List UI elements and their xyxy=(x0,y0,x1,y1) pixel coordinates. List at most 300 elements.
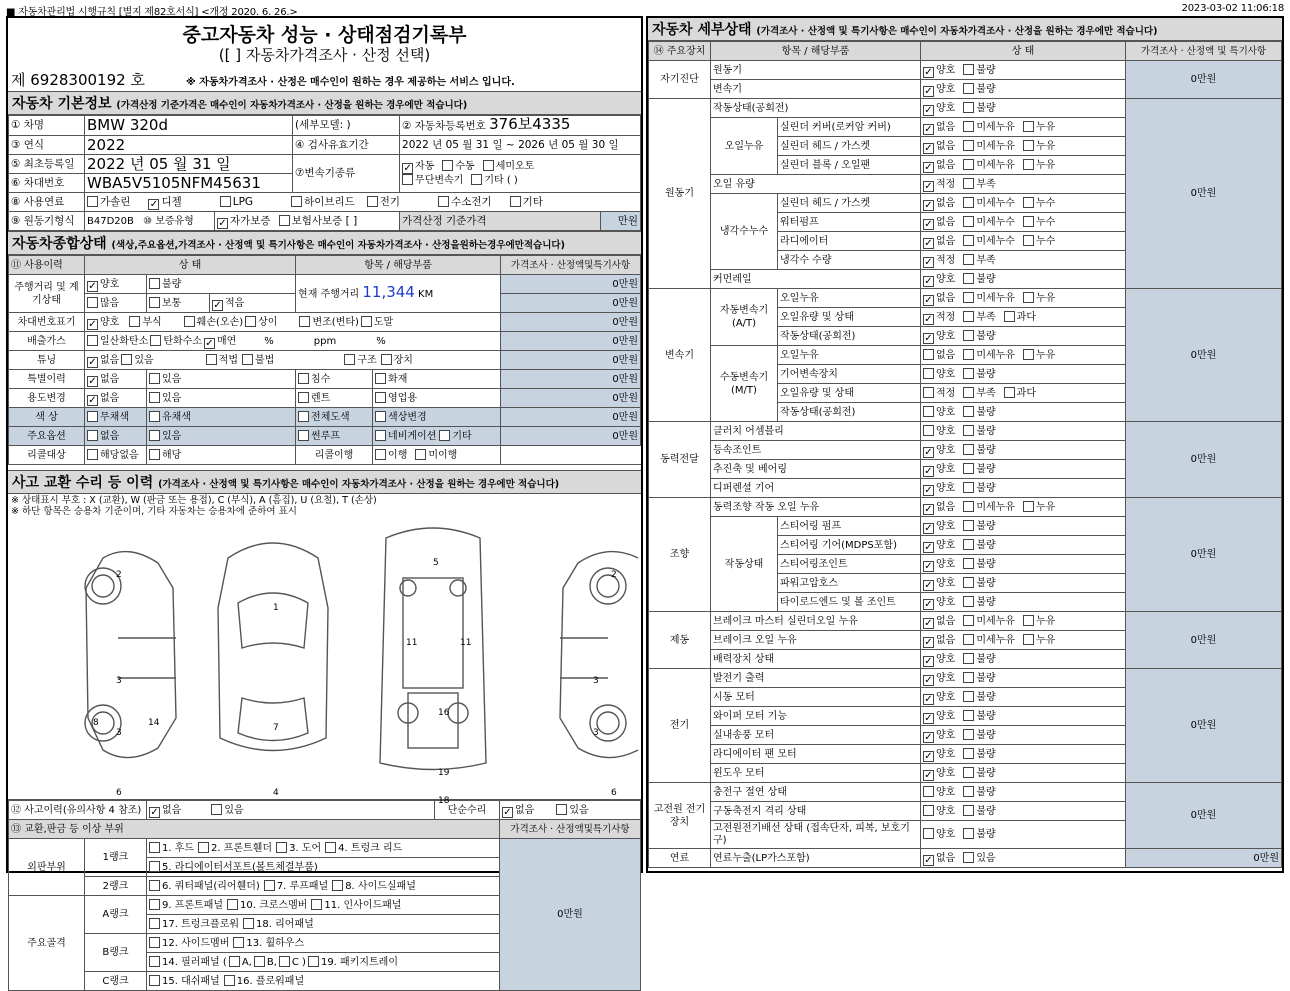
item-label: 오일누유 xyxy=(778,289,921,308)
checkbox[interactable] xyxy=(963,615,974,626)
option-label: 2. 프론트휀더 xyxy=(211,842,273,854)
checkbox[interactable] xyxy=(471,174,482,185)
checkbox[interactable] xyxy=(963,254,974,265)
checkbox[interactable] xyxy=(963,501,974,512)
checkbox[interactable] xyxy=(1023,197,1034,208)
device-label: 조향 xyxy=(649,498,711,612)
checkbox[interactable] xyxy=(963,178,974,189)
checkbox[interactable] xyxy=(204,338,215,349)
checkbox[interactable] xyxy=(923,295,934,306)
col-price: 가격조사 · 산정액및특기사항 xyxy=(501,256,641,275)
checkbox[interactable] xyxy=(149,411,160,422)
checkbox[interactable] xyxy=(1023,216,1034,227)
checkbox[interactable] xyxy=(963,748,974,759)
mileage-value: 11,344 xyxy=(362,283,415,301)
option-label: 12. 사이드멤버 xyxy=(162,937,230,949)
col-status: 상 태 xyxy=(85,256,296,275)
label-year: ③ 연식 xyxy=(9,136,85,155)
option-label: 17. 트렁크플로워 xyxy=(162,918,240,930)
checkbox[interactable] xyxy=(150,335,161,346)
item-label: 스티어링조인트 xyxy=(778,555,921,574)
checkbox[interactable] xyxy=(279,956,290,967)
option-label: 없음 xyxy=(936,349,956,361)
option-label: 해당 xyxy=(162,449,182,461)
checkbox[interactable] xyxy=(344,354,355,365)
checkbox[interactable] xyxy=(923,124,934,135)
checkbox[interactable] xyxy=(149,449,160,460)
checkbox[interactable] xyxy=(923,143,934,154)
checkbox[interactable] xyxy=(87,335,98,346)
checkbox[interactable] xyxy=(325,842,336,853)
price-cell: 0만원 xyxy=(501,332,641,351)
checkbox[interactable] xyxy=(923,162,934,173)
form-reference: ■ 자동차관리법 시행규칙 [별지 제82호서식] <개정 2020. 6. 26.> xyxy=(6,7,298,18)
checkbox[interactable] xyxy=(923,387,934,398)
checkbox[interactable] xyxy=(963,311,974,322)
checkbox[interactable] xyxy=(1023,140,1034,151)
option-label: 기타 xyxy=(452,430,472,442)
checkbox[interactable] xyxy=(963,330,974,341)
checkbox[interactable] xyxy=(198,842,209,853)
detail-table xyxy=(648,41,1282,868)
checkbox[interactable] xyxy=(211,804,222,815)
rank1-a xyxy=(147,839,500,858)
title-block xyxy=(8,18,641,92)
checkbox[interactable] xyxy=(439,430,450,441)
checkbox[interactable] xyxy=(923,637,934,648)
checkbox[interactable] xyxy=(1023,292,1034,303)
checkbox[interactable] xyxy=(149,956,160,967)
status-cell xyxy=(921,631,1126,650)
option-label: 누유 xyxy=(1035,292,1056,304)
checkbox[interactable] xyxy=(923,466,934,477)
checkbox[interactable] xyxy=(220,196,231,207)
option-label: 미세누유 xyxy=(976,292,1015,304)
status-cell xyxy=(921,118,1126,137)
checkbox[interactable] xyxy=(298,411,309,422)
checkbox[interactable] xyxy=(502,807,513,818)
part-number: 14 xyxy=(148,718,160,728)
checkbox[interactable] xyxy=(87,357,98,368)
checkbox[interactable] xyxy=(129,316,140,327)
checkbox[interactable] xyxy=(963,786,974,797)
checkbox[interactable] xyxy=(332,880,343,891)
checkbox[interactable] xyxy=(276,842,287,853)
checkbox[interactable] xyxy=(963,691,974,702)
checkbox[interactable] xyxy=(963,653,974,664)
option-label: 부족 xyxy=(976,311,996,323)
checkbox[interactable] xyxy=(923,599,934,610)
checkbox[interactable] xyxy=(87,430,98,441)
checkbox[interactable] xyxy=(963,482,974,493)
option-label: 13. 휠하우스 xyxy=(246,937,305,949)
checkbox[interactable] xyxy=(963,828,974,839)
checkbox[interactable] xyxy=(963,102,974,113)
checkbox[interactable] xyxy=(963,577,974,588)
checkbox[interactable] xyxy=(963,197,974,208)
option-label: 없음 xyxy=(936,501,956,513)
status-cell xyxy=(921,194,1126,213)
checkbox[interactable] xyxy=(224,975,235,986)
checkbox[interactable] xyxy=(299,316,310,327)
item-label: 커먼레일 xyxy=(711,270,921,289)
checkbox[interactable] xyxy=(963,539,974,550)
checkbox[interactable] xyxy=(963,292,974,303)
checkbox[interactable] xyxy=(279,215,290,226)
device-label: 작동상태 xyxy=(711,517,778,612)
first-reg: 2022 년 05 월 31 일 xyxy=(85,155,293,174)
checkbox[interactable] xyxy=(87,319,98,330)
checkbox[interactable] xyxy=(923,504,934,515)
label-tune: 튜닝 xyxy=(9,351,85,370)
checkbox[interactable] xyxy=(923,751,934,762)
option-label: 미이행 xyxy=(428,449,458,461)
checkbox[interactable] xyxy=(381,354,392,365)
checkbox[interactable] xyxy=(1004,387,1015,398)
checkbox[interactable] xyxy=(367,196,378,207)
option-label: 불량 xyxy=(976,64,996,76)
option-label: 불량 xyxy=(976,102,996,114)
option-label: 탄화수소 xyxy=(163,335,202,347)
checkbox[interactable] xyxy=(375,430,386,441)
checkbox[interactable] xyxy=(87,297,98,308)
checkbox[interactable] xyxy=(923,770,934,781)
option-label: 없음 xyxy=(936,235,956,247)
status-cell xyxy=(921,99,1126,118)
checkbox[interactable] xyxy=(217,218,228,229)
option-label: 적정 xyxy=(936,254,956,266)
checkbox[interactable] xyxy=(923,675,934,686)
checkbox[interactable] xyxy=(149,937,160,948)
item-label: 고전원전기배선 상태 (접속단자, 피복, 보호기구) xyxy=(711,821,921,849)
checkbox[interactable] xyxy=(923,542,934,553)
status-cell xyxy=(921,707,1126,726)
checkbox[interactable] xyxy=(923,732,934,743)
checkbox[interactable] xyxy=(227,899,238,910)
option-label: 일산화탄소 xyxy=(100,335,149,347)
checkbox[interactable] xyxy=(510,196,521,207)
checkbox[interactable] xyxy=(963,387,974,398)
checkbox[interactable] xyxy=(298,392,309,403)
status-cell xyxy=(921,460,1126,479)
form-note: ※ 자동차가격조사 · 산정은 매수인이 원하는 경우 제공하는 서비스 입니다. xyxy=(186,77,515,88)
checkbox[interactable] xyxy=(245,316,256,327)
checkbox[interactable] xyxy=(148,199,159,210)
checkbox[interactable] xyxy=(87,196,98,207)
mileage-label: 주행거리 및 계기상태 xyxy=(9,275,85,313)
status-cell xyxy=(921,593,1126,612)
label-name: ① 차명 xyxy=(9,116,85,136)
checkbox[interactable] xyxy=(923,314,934,325)
checkbox[interactable] xyxy=(923,523,934,534)
option-label: 훼손(오손) xyxy=(196,316,244,328)
checkbox[interactable] xyxy=(264,880,275,891)
checkbox[interactable] xyxy=(923,855,934,866)
checkbox[interactable] xyxy=(923,447,934,458)
option-label: 기타 xyxy=(522,195,543,208)
checkbox[interactable] xyxy=(298,373,309,384)
device-label: 전기 xyxy=(649,669,711,783)
checkbox[interactable] xyxy=(923,828,934,839)
checkbox[interactable] xyxy=(963,463,974,474)
checkbox[interactable] xyxy=(923,656,934,667)
rank-b: B랭크 xyxy=(85,934,147,972)
checkbox[interactable] xyxy=(415,449,426,460)
checkbox[interactable] xyxy=(923,561,934,572)
checkbox[interactable] xyxy=(963,520,974,531)
checkbox[interactable] xyxy=(375,373,386,384)
checkbox[interactable] xyxy=(212,300,223,311)
option-label: 양호 xyxy=(936,786,956,798)
part-number: 6 xyxy=(116,788,122,798)
checkbox[interactable] xyxy=(149,430,160,441)
gas-options xyxy=(85,332,501,351)
checkbox[interactable] xyxy=(243,918,254,929)
checkbox[interactable] xyxy=(923,349,934,360)
checkbox[interactable] xyxy=(963,349,974,360)
checkbox[interactable] xyxy=(1023,501,1034,512)
price-cell: 0만원 xyxy=(1126,783,1282,849)
checkbox[interactable] xyxy=(923,105,934,116)
item-label: 스티어링 펌프 xyxy=(778,517,921,536)
checkbox[interactable] xyxy=(291,196,302,207)
checkbox[interactable] xyxy=(233,937,244,948)
checkbox[interactable] xyxy=(963,273,974,284)
checkbox[interactable] xyxy=(923,694,934,705)
option-label: 양호 xyxy=(936,368,956,380)
checkbox[interactable] xyxy=(298,430,309,441)
checkbox[interactable] xyxy=(923,333,934,344)
checkbox[interactable] xyxy=(963,672,974,683)
option-label: 양호 xyxy=(936,829,956,840)
checkbox[interactable] xyxy=(963,729,974,740)
checkbox[interactable] xyxy=(149,861,160,872)
checkbox[interactable] xyxy=(87,281,98,292)
checkbox[interactable] xyxy=(963,121,974,132)
status-cell xyxy=(921,783,1126,802)
option-label: 양호 xyxy=(936,444,956,456)
option-label: 미세누유 xyxy=(976,634,1015,646)
label-gas: 배출가스 xyxy=(9,332,85,351)
checkbox[interactable] xyxy=(963,596,974,607)
checkbox[interactable] xyxy=(149,278,160,289)
option-label: 양호 xyxy=(936,406,956,418)
checkbox[interactable] xyxy=(963,444,974,455)
checkbox[interactable] xyxy=(963,159,974,170)
item-label: 배력장치 상태 xyxy=(711,650,921,669)
part-number: 19 xyxy=(438,768,450,778)
item-label: 브레이크 마스터 실린더오일 누유 xyxy=(711,612,921,631)
checkbox[interactable] xyxy=(87,376,98,387)
option-label: 불법 xyxy=(254,354,275,366)
checkbox[interactable] xyxy=(149,297,160,308)
col-price: 가격조사 · 산정액및특기사항 xyxy=(500,820,641,839)
checkbox[interactable] xyxy=(402,163,413,174)
label-warranty: ⑩ 보증유형 xyxy=(143,215,194,227)
checkbox[interactable] xyxy=(402,174,413,185)
option-label: 있음 xyxy=(134,354,154,366)
status-cell xyxy=(921,289,1126,308)
checkbox[interactable] xyxy=(229,956,240,967)
checkbox[interactable] xyxy=(923,219,934,230)
checkbox[interactable] xyxy=(206,354,217,365)
checkbox[interactable] xyxy=(556,804,567,815)
checkbox[interactable] xyxy=(963,83,974,94)
checkbox[interactable] xyxy=(923,713,934,724)
option-label: 미세누유 xyxy=(976,159,1015,171)
checkbox[interactable] xyxy=(1023,349,1034,360)
checkbox[interactable] xyxy=(963,634,974,645)
general-table xyxy=(8,255,641,465)
car-name: BMW 320d xyxy=(85,116,293,136)
status-cell xyxy=(921,137,1126,156)
option-label: 불량 xyxy=(976,425,996,437)
checkbox[interactable] xyxy=(311,899,322,910)
item-label: 충전구 절연 상태 xyxy=(711,783,921,802)
checkbox[interactable] xyxy=(442,160,453,171)
checkbox[interactable] xyxy=(923,786,934,797)
option-label: 네비게이션 xyxy=(388,430,437,442)
checkbox[interactable] xyxy=(1023,615,1034,626)
device-label: 제동 xyxy=(649,612,711,669)
checkbox[interactable] xyxy=(923,805,934,816)
note-legend: ※ 상태표시 부호 : X (교환), W (판금 또는 용접), C (부식), A (흠집), U (요철), T (손상) xyxy=(11,495,377,506)
checkbox[interactable] xyxy=(1023,235,1034,246)
checkbox[interactable] xyxy=(375,449,386,460)
option-label: 적정 xyxy=(936,311,956,323)
option-label: 누수 xyxy=(1035,235,1056,247)
option-label: 보험사보증 [ ] xyxy=(291,214,358,227)
checkbox[interactable] xyxy=(923,276,934,287)
checkbox[interactable] xyxy=(923,238,934,249)
accident-title: 사고 교환 수리 등 이력 xyxy=(12,475,154,491)
checkbox[interactable] xyxy=(254,956,265,967)
checkbox[interactable] xyxy=(963,216,974,227)
checkbox[interactable] xyxy=(1023,121,1034,132)
checkbox[interactable] xyxy=(375,392,386,403)
checkbox[interactable] xyxy=(923,67,934,78)
checkbox[interactable] xyxy=(963,710,974,721)
price-cell: 0만원 xyxy=(1126,99,1282,289)
status-cell xyxy=(921,270,1126,289)
checkbox[interactable] xyxy=(963,767,974,778)
checkbox[interactable] xyxy=(923,181,934,192)
checkbox[interactable] xyxy=(963,406,974,417)
car-outline-icon xyxy=(8,518,641,776)
part-number: 5 xyxy=(433,558,439,568)
reg-number: 376보4335 xyxy=(489,115,571,133)
checkbox[interactable] xyxy=(87,411,98,422)
option-label: 양호 xyxy=(936,577,956,589)
checkbox[interactable] xyxy=(963,425,974,436)
checkbox[interactable] xyxy=(923,425,934,436)
option-label: 불량 xyxy=(976,691,996,703)
checkbox[interactable] xyxy=(963,140,974,151)
checkbox[interactable] xyxy=(87,449,98,460)
exchange-table xyxy=(8,800,641,991)
option-label: 없음 xyxy=(515,804,535,816)
checkbox[interactable] xyxy=(149,899,160,910)
option-label: 누유 xyxy=(1035,140,1056,152)
checkbox[interactable] xyxy=(149,880,160,891)
checkbox[interactable] xyxy=(963,558,974,569)
label-exchange: ⑬ 교환,판금 등 이상 부위 xyxy=(9,820,500,839)
checkbox[interactable] xyxy=(121,354,132,365)
checkbox[interactable] xyxy=(149,392,160,403)
col-price: 가격조사 · 산정액 및 특기사항 xyxy=(1126,42,1282,61)
status-cell xyxy=(921,384,1126,403)
checkbox[interactable] xyxy=(438,196,449,207)
device-label: 동력전달 xyxy=(649,422,711,498)
checkbox[interactable] xyxy=(149,918,160,929)
item-label: 등속조인트 xyxy=(711,441,921,460)
part-number: 3 xyxy=(593,676,599,686)
unit-percent: % xyxy=(264,335,274,347)
label-insp: ④ 검사유효기간 xyxy=(293,136,400,155)
option-label: 상이 xyxy=(258,316,278,328)
checkbox[interactable] xyxy=(923,86,934,97)
checkbox[interactable] xyxy=(1004,311,1015,322)
checkbox[interactable] xyxy=(923,580,934,591)
checkbox[interactable] xyxy=(923,200,934,211)
option-label: 3. 도어 xyxy=(289,842,322,854)
option-label: LPG xyxy=(232,195,254,208)
checkbox[interactable] xyxy=(87,395,98,406)
checkbox[interactable] xyxy=(963,368,974,379)
option-label: 과다 xyxy=(1016,387,1036,399)
option-label: 많음 xyxy=(100,297,120,309)
option-label: 불량 xyxy=(976,273,996,285)
label-special: 특별이력 xyxy=(9,370,85,389)
fuel-options xyxy=(85,193,641,212)
checkbox[interactable] xyxy=(149,373,160,384)
item-label: 클러치 어셈블리 xyxy=(711,422,921,441)
option-label: 기타 ( ) xyxy=(484,174,518,186)
checkbox[interactable] xyxy=(963,805,974,816)
checkbox[interactable] xyxy=(149,842,160,853)
checkbox[interactable] xyxy=(375,411,386,422)
checkbox[interactable] xyxy=(149,975,160,986)
device-label: 자동변속기 (A/T) xyxy=(711,289,778,346)
option-label: 미세누유 xyxy=(976,121,1015,133)
checkbox[interactable] xyxy=(963,852,974,863)
checkbox[interactable] xyxy=(483,160,494,171)
general-title: 자동차종합상태 xyxy=(12,236,107,252)
checkbox[interactable] xyxy=(963,235,974,246)
checkbox[interactable] xyxy=(963,64,974,75)
option-label: 6. 쿼터패널(리어휀더) xyxy=(162,880,260,892)
checkbox[interactable] xyxy=(1023,634,1034,645)
checkbox[interactable] xyxy=(923,485,934,496)
checkbox[interactable] xyxy=(923,257,934,268)
checkbox[interactable] xyxy=(1023,159,1034,170)
checkbox[interactable] xyxy=(923,406,934,417)
checkbox[interactable] xyxy=(149,807,160,818)
device-label: 자기진단 xyxy=(649,61,711,99)
checkbox[interactable] xyxy=(923,618,934,629)
checkbox[interactable] xyxy=(361,316,372,327)
checkbox[interactable] xyxy=(184,316,195,327)
checkbox[interactable] xyxy=(308,956,319,967)
price-unit: 만원 xyxy=(601,212,641,231)
option-label: 11. 인사이드패널 xyxy=(324,899,402,911)
checkbox[interactable] xyxy=(242,354,253,365)
trans-options xyxy=(400,155,641,193)
status-cell xyxy=(921,251,1126,270)
option-label: 세미오토 xyxy=(495,160,535,172)
price-cell: 0만원 xyxy=(501,427,641,446)
checkbox[interactable] xyxy=(923,368,934,379)
